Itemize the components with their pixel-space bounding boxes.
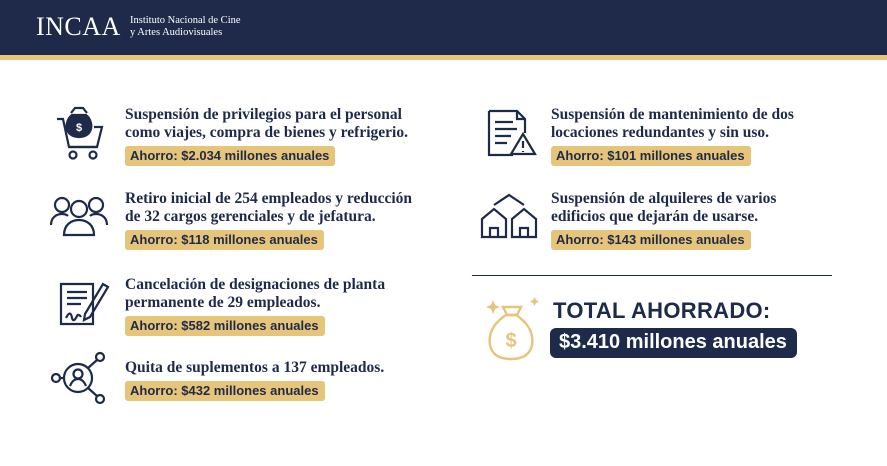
list-item — [551, 190, 776, 250]
item-text-line2: como viajes, compra de bienes y refrigerio. — [125, 124, 408, 141]
list-item — [125, 276, 385, 336]
contract-sign-icon — [57, 278, 111, 328]
money-cart-icon — [55, 105, 107, 163]
incaa-logo: INCAA — [36, 12, 121, 41]
total-title: TOTAL AHORRADO: — [553, 298, 771, 323]
item-text-line1: Suspensión de alquileres de varios — [551, 190, 777, 207]
institute-name — [130, 15, 310, 39]
item-text-line2: locaciones redundantes y sin uso. — [551, 124, 770, 141]
item-text-line1: Suspensión de privilegios para el personal — [125, 106, 402, 123]
list-item — [551, 106, 794, 166]
list-item — [125, 359, 384, 401]
item-text-line1: Cancelación de designaciones de planta — [125, 276, 386, 293]
header-gold-line — [0, 55, 887, 60]
item-text-line2: de 32 cargos gerenciales y de jefatura. — [125, 208, 376, 225]
savings-badge: Ahorro: $143 millones anuales — [551, 230, 751, 250]
total-value-badge: $3.410 millones anuales — [550, 328, 797, 358]
item-text-line2: permanente de 29 empleados. — [125, 294, 321, 311]
people-group-icon — [49, 193, 109, 237]
header-bar — [0, 0, 887, 55]
savings-badge: Ahorro: $118 millones anuales — [125, 230, 324, 250]
divider — [472, 275, 832, 276]
svg-text:$: $ — [505, 330, 517, 352]
houses-icon — [480, 193, 538, 239]
item-text-line2: edificios que dejarán de usarse. — [551, 208, 759, 225]
item-text-line1: Retiro inicial de 254 empleados y reducción — [125, 190, 413, 207]
institute-name-line2: y Artes Audiovisuales — [130, 27, 223, 38]
svg-text:$: $ — [75, 122, 83, 134]
institute-name-line1: Instituto Nacional de Cine — [130, 15, 241, 26]
savings-badge: Ahorro: $582 millones anuales — [125, 316, 325, 336]
person-network-icon — [51, 350, 107, 406]
money-bag-icon — [485, 295, 541, 363]
list-item — [125, 190, 412, 250]
savings-badge: Ahorro: $101 millones anuales — [551, 146, 751, 166]
document-warning-icon — [486, 108, 538, 158]
list-item — [125, 106, 408, 166]
item-text-line1: Suspensión de mantenimiento de dos — [551, 106, 794, 123]
savings-badge: Ahorro: $432 millones anuales — [125, 381, 325, 401]
item-text-line1: Quita de suplementos a 137 empleados. — [125, 359, 385, 376]
savings-badge: Ahorro: $2.034 millones anuales — [125, 146, 335, 166]
